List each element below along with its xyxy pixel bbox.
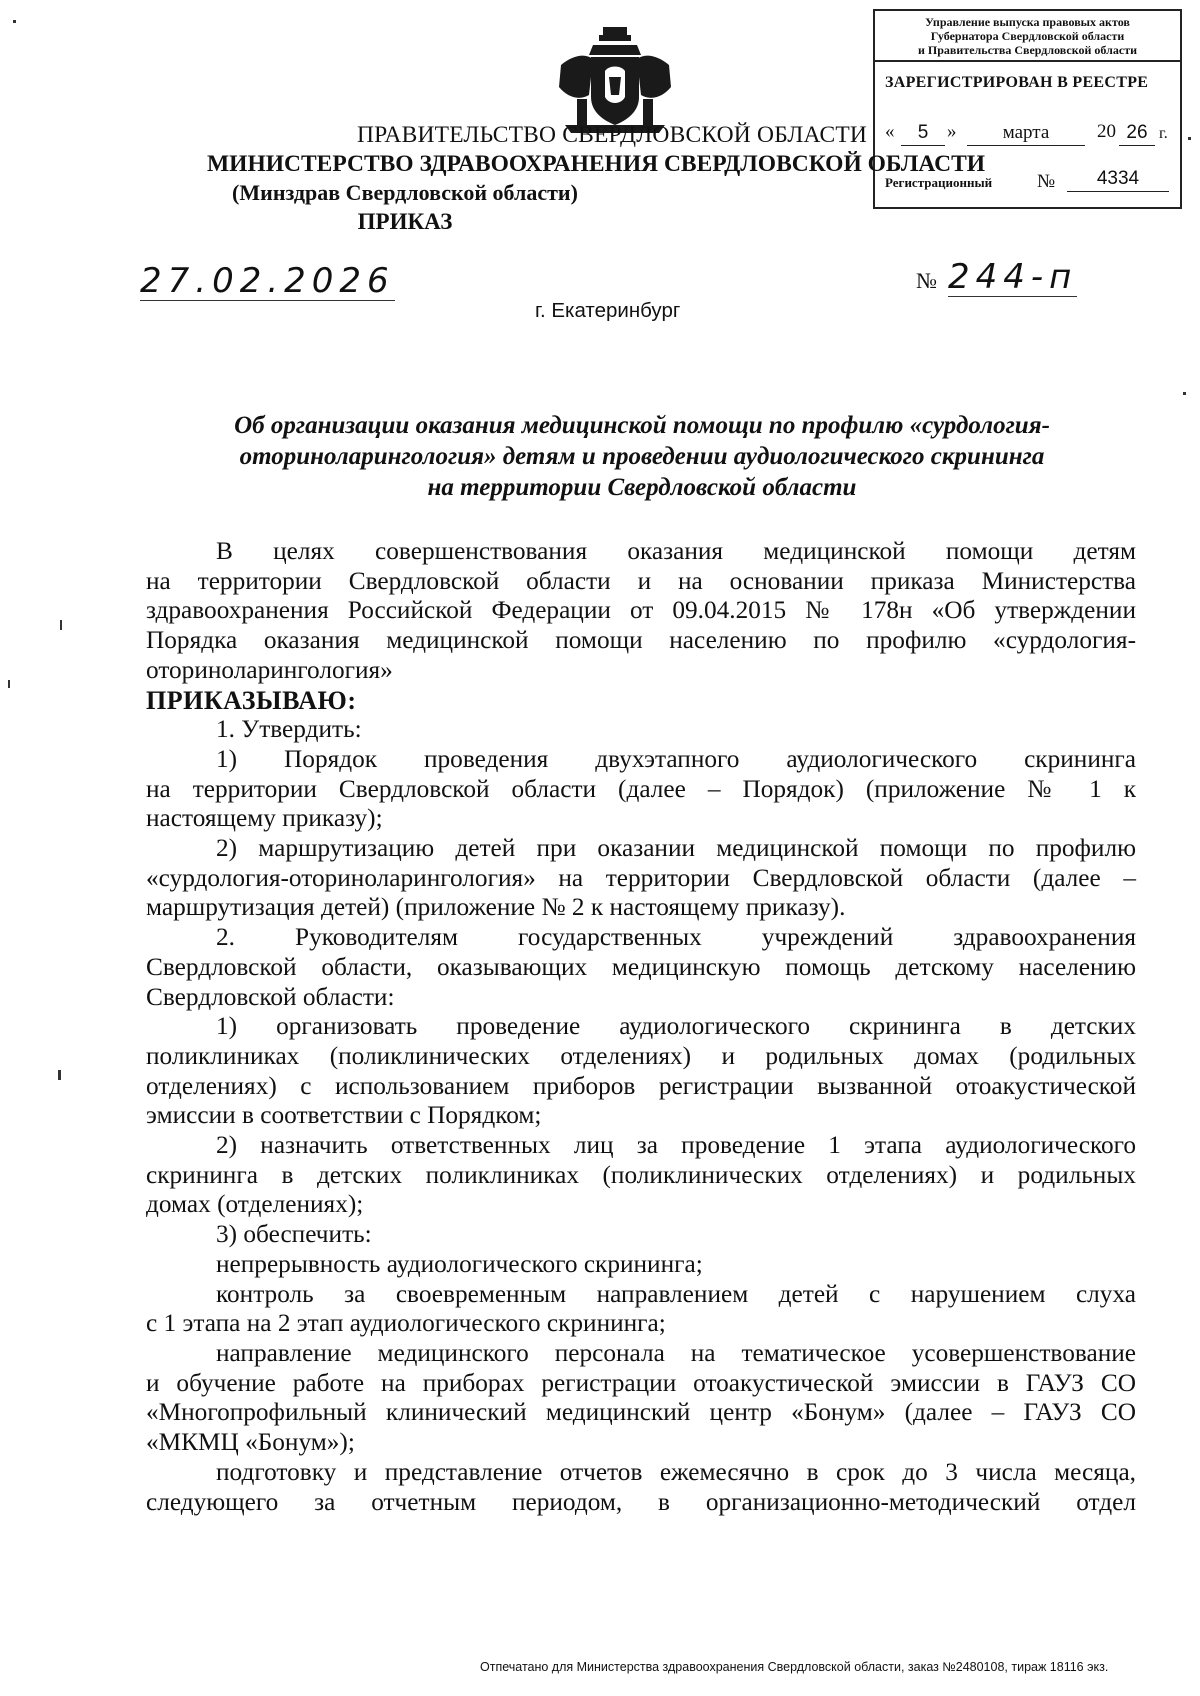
stamp-quote-close: » — [947, 121, 957, 142]
body-line: скрининга в детских поликлиниках (поликлинических отделениях) и родильных — [146, 1160, 1136, 1189]
body-line: 3) обеспечить: — [216, 1220, 372, 1249]
stamp-year-prefix: 20 — [1097, 121, 1116, 142]
stamp-date-row — [885, 121, 1176, 151]
body-line: оториноларингология» — [146, 655, 393, 684]
body-line: 2) маршрутизацию детей при оказании медицинской помощи по профилю — [216, 834, 1136, 863]
body-line: с 1 этапа на 2 этап аудиологического скрининга; — [146, 1309, 666, 1338]
body-line: на территории Свердловской области (далее – Порядок) (приложение № 1 к — [146, 774, 1136, 803]
stamp-header-line: Управление выпуска правовых актов — [925, 15, 1130, 29]
body-line: «сурдология-оториноларингология» на территории Свердловской области (далее – — [146, 863, 1136, 892]
stamp-year-unit: г. — [1159, 125, 1168, 142]
city: г. Екатеринбург — [535, 299, 681, 322]
stamp-header-line: и Правительства Свердловской области — [918, 43, 1137, 57]
order-number: 244-п — [948, 257, 1078, 297]
stamp-month: марта — [967, 121, 1085, 146]
scan-speck — [1188, 137, 1191, 140]
stamp-header — [875, 11, 1180, 62]
document-body — [146, 537, 1136, 1517]
body-line: контроль за своевременным направлением детей с нарушением слуха — [216, 1279, 1136, 1308]
order-number-sign: № — [916, 268, 937, 293]
body-line: 1. Утвердить: — [216, 715, 362, 744]
body-line: «МКМЦ «Бонум»); — [146, 1428, 355, 1457]
registration-stamp — [873, 9, 1182, 209]
body-line: маршрутизация детей) (приложение № 2 к настоящему приказу). — [146, 893, 846, 922]
scan-speck — [60, 620, 62, 630]
scan-speck — [58, 1070, 61, 1080]
body-line: 1) Порядок проведения двухэтапного аудиологического скрининга — [216, 744, 1136, 773]
ministry-short-name: (Минздрав Свердловской области) — [232, 180, 578, 205]
stamp-day: 5 — [901, 121, 945, 146]
body-line: эмиссии в соответствии с Порядком; — [146, 1101, 542, 1130]
body-line: 1) организовать проведение аудиологического скрининга в детских — [216, 1012, 1136, 1041]
document-title — [150, 410, 1134, 503]
title-line: на территории Свердловской области — [427, 474, 857, 501]
body-line: непрерывность аудиологического скрининга; — [216, 1249, 703, 1278]
body-line: настоящему приказу); — [146, 804, 383, 833]
body-line: Свердловской области: — [146, 982, 395, 1011]
stamp-year-suffix: 26 — [1119, 121, 1155, 146]
coat-of-arms-emblem — [555, 25, 675, 135]
body-line: Порядка оказания медицинской помощи населению по профилю «сурдология- — [146, 626, 1136, 655]
stamp-quote-open: « — [885, 121, 895, 142]
body-line: подготовку и представление отчетов ежемесячно в срок до 3 числа месяца, — [216, 1457, 1136, 1486]
body-line: и обучение работе на приборах регистрации отоакустической эмиссии в ГАУЗ СО — [146, 1368, 1136, 1397]
body-line: 2) назначить ответственных лиц за проведение 1 этапа аудиологического — [216, 1131, 1136, 1160]
print-footer: Отпечатано для Министерства здравоохранения Свердловской области, заказ №2480108, тираж 18116 экз. — [480, 1660, 1109, 1674]
body-line: направление медицинского персонала на тематическое усовершенствование — [216, 1338, 1136, 1367]
body-line: поликлиниках (поликлинических отделениях) и родильных домах (родильных — [146, 1041, 1136, 1070]
stamp-header-line: Губернатора Свердловской области — [930, 29, 1125, 43]
body-line: домах (отделениях); — [146, 1190, 364, 1219]
scan-speck — [8, 680, 10, 688]
body-line: отделениях) с использованием приборов регистрации вызванной отоакустической — [146, 1071, 1136, 1100]
stamp-no-sign: № — [1037, 171, 1056, 192]
order-date: 27.02.2026 — [140, 261, 395, 301]
stamp-reg-number: 4334 — [1067, 167, 1169, 192]
stamp-registered-label: ЗАРЕГИСТРИРОВАН В РЕЕСТРЕ — [885, 74, 1149, 91]
title-line: Об организации оказания медицинской помощи по профилю «сурдология- — [234, 412, 1050, 439]
body-line: на территории Свердловской области и на основании приказа Министерства — [146, 566, 1136, 595]
government-title: ПРАВИТЕЛЬСТВО СВЕРДЛОВСКОЙ ОБЛАСТИ — [357, 122, 868, 148]
document-type: ПРИКАЗ — [357, 209, 453, 234]
title-line: оториноларингология» детям и проведении аудиологического скрининга — [239, 443, 1045, 470]
stamp-reg-label: Регистрационный — [885, 175, 993, 190]
body-line: «Многопрофильный клинический медицинский центр «Бонум» (далее – ГАУЗ СО — [146, 1398, 1136, 1427]
order-directive: ПРИКАЗЫВАЮ: — [146, 685, 357, 715]
scan-speck — [13, 20, 16, 23]
body-line: Свердловской области, оказывающих медицинскую помощь детскому населению — [146, 952, 1136, 981]
body-line: здравоохранения Российской Федерации от 09.04.2015 № 178н «Об утверждении — [146, 596, 1136, 625]
body-line: следующего за отчетным периодом, в организационно-методический отдел — [146, 1487, 1136, 1516]
body-line: В целях совершенствования оказания медицинской помощи детям — [216, 537, 1136, 565]
ministry-title: МИНИСТЕРСТВО ЗДРАВООХРАНЕНИЯ СВЕРДЛОВСКОЙ ОБЛАСТИ — [207, 151, 986, 177]
body-line: 2. Руководителям государственных учреждений здравоохранения — [216, 923, 1136, 952]
scan-speck — [1183, 392, 1186, 395]
